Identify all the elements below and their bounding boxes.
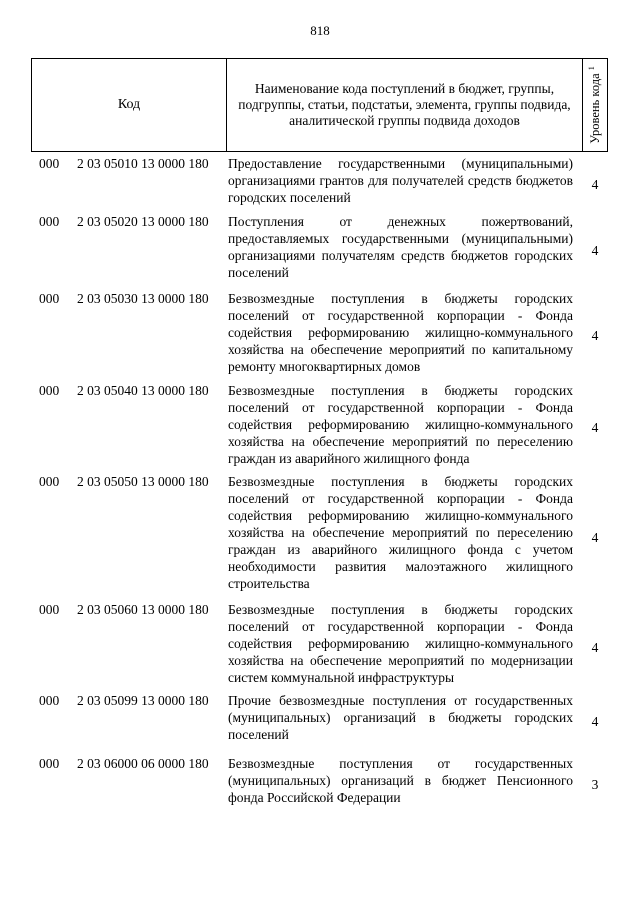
row-level: 4 <box>591 177 599 192</box>
row-code: 2 03 05020 13 0000 180 <box>77 214 209 229</box>
row-level: 4 <box>591 530 599 545</box>
row-code: 2 03 05010 13 0000 180 <box>77 156 209 171</box>
row-level: 4 <box>591 420 599 435</box>
header-name: Наименование кода поступлений в бюджет, группы, подгруппы, статьи, подстатьи, элемента, группы подвида, аналитической группы подвида доходов <box>227 59 583 151</box>
header-code: Код <box>31 59 227 151</box>
row-name: Поступления от денежных пожертвований, предоставляемых государственными (муниципальными) организациями получателям средств бюджетов городских поселений <box>228 214 573 280</box>
row-name: Безвозмездные поступления в бюджеты городских поселений от государственной корпорации - Фонда содействия реформированию жилищно-коммунального хозяйства на обеспечение мероприятий по переселению граждан из аварийного жилищного фонда с учетом необходимости развития малоэтажного жилищного строительства <box>228 474 573 591</box>
row-code: 2 03 06000 06 0000 180 <box>77 756 209 771</box>
row-admin-code: 000 <box>39 383 60 398</box>
row-name: Безвозмездные поступления от государственных (муниципальных) организаций в бюджет Пенсионного фонда Российской Федерации <box>228 756 573 805</box>
header-level-footnote: 1 <box>586 66 596 71</box>
row-name: Безвозмездные поступления в бюджеты городских поселений от государственной корпорации - Фонда содействия реформированию жилищно-коммунального хозяйства на обеспечение мероприятий по капитальному ремонту многоквартирных домов <box>228 291 573 374</box>
row-code: 2 03 05050 13 0000 180 <box>77 474 209 489</box>
row-level: 4 <box>591 243 599 258</box>
row-code: 2 03 05040 13 0000 180 <box>77 383 209 398</box>
row-admin-code: 000 <box>39 214 60 229</box>
page-number: 818 <box>310 23 330 38</box>
row-admin-code: 000 <box>39 693 60 708</box>
row-name: Безвозмездные поступления в бюджеты городских поселений от государственной корпорации - Фонда содействия реформированию жилищно-коммунального хозяйства на обеспечение мероприятий по модернизации систем коммунальной инфраструктуры <box>228 602 573 685</box>
row-code: 2 03 05030 13 0000 180 <box>77 291 209 306</box>
row-level: 4 <box>591 328 599 343</box>
row-name: Прочие безвозмездные поступления от государственных (муниципальных) организаций в бюджеты городских поселений <box>228 693 573 742</box>
row-admin-code: 000 <box>39 156 60 171</box>
row-name: Предоставление государственными (муниципальными) организациями грантов для получателей средств бюджетов городских поселений <box>228 156 573 205</box>
row-name: Безвозмездные поступления в бюджеты городских поселений от государственной корпорации - Фонда содействия реформированию жилищно-коммунального хозяйства на обеспечение мероприятий по переселению граждан из аварийного жилищного фонда <box>228 383 573 466</box>
table-header <box>31 58 608 152</box>
row-admin-code: 000 <box>39 291 60 306</box>
row-level: 3 <box>591 777 599 792</box>
header-level-label: Уровень кода <box>588 73 603 144</box>
row-code: 2 03 05060 13 0000 180 <box>77 602 209 617</box>
row-admin-code: 000 <box>39 474 60 489</box>
row-level: 4 <box>591 640 599 655</box>
row-admin-code: 000 <box>39 756 60 771</box>
row-code: 2 03 05099 13 0000 180 <box>77 693 209 708</box>
row-level: 4 <box>591 714 599 729</box>
row-admin-code: 000 <box>39 602 60 617</box>
header-level <box>583 59 608 151</box>
